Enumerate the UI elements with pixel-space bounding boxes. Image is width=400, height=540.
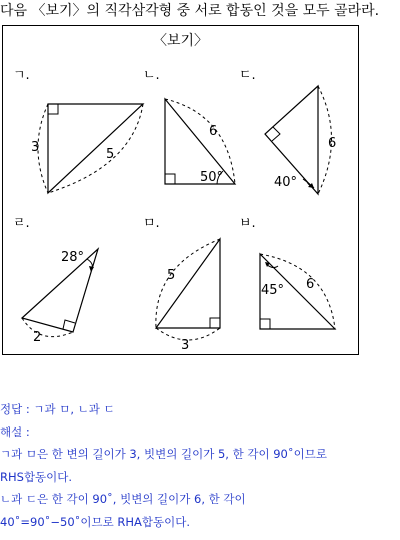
answer-line: 정답 : ㄱ과 ㅁ, ㄴ과 ㄷ [0,402,115,416]
explanation-heading: 해설 : [0,424,30,439]
triangle-2-hyp-label: 6 [209,124,218,139]
triangle-1-leg-label: 3 [31,140,40,155]
question-text: 다음 〈보기〉의 직각삼각형 중 서로 합동인 것을 모두 골라라. [0,3,380,19]
triangle-3 [265,86,336,194]
triangle-4 [22,249,98,345]
triangle-1 [31,104,143,193]
example-box [2,25,359,355]
item-label-3: ㄷ. [239,68,256,83]
explanation-line: ㄱ과 ㅁ은 한 변의 길이가 3, 빗변의 길이가 5, 한 각이 90˚이므로 [0,447,327,461]
triangles-figure [3,26,358,354]
triangle-2-angle-label: 50° [200,170,224,185]
item-label-2: ㄴ. [143,68,160,83]
triangle-5 [156,239,220,353]
triangle-6-hyp-label: 6 [306,277,315,292]
triangle-4-angle-label: 28° [61,250,85,265]
triangle-5-hyp-label: 5 [167,268,176,283]
explanation-line: RHS합동이다. [0,469,73,484]
explanation-line: ㄴ과 ㄷ은 한 각이 90˚, 빗변의 길이가 6, 한 각이 [0,492,246,506]
box-title: 〈보기〉 [152,33,209,49]
item-label-1: ㄱ. [13,68,30,83]
item-label-4: ㄹ. [13,216,30,231]
triangle-4-side-label: 2 [33,330,42,345]
triangle-3-angle-label: 40° [274,175,298,190]
triangle-1-hyp-label: 5 [106,147,115,162]
triangle-2 [165,99,235,185]
triangle-5-side-label: 3 [181,338,190,353]
answer-section [0,398,400,533]
triangle-3-hyp-label: 6 [328,136,337,151]
item-label-6: ㅂ. [239,216,256,231]
triangle-6-angle-label: 45° [261,283,285,298]
item-label-5: ㅁ. [143,216,160,231]
triangle-6 [260,254,335,329]
explanation-line: 40˚=90˚−50˚이므로 RHA합동이다. [0,514,190,529]
